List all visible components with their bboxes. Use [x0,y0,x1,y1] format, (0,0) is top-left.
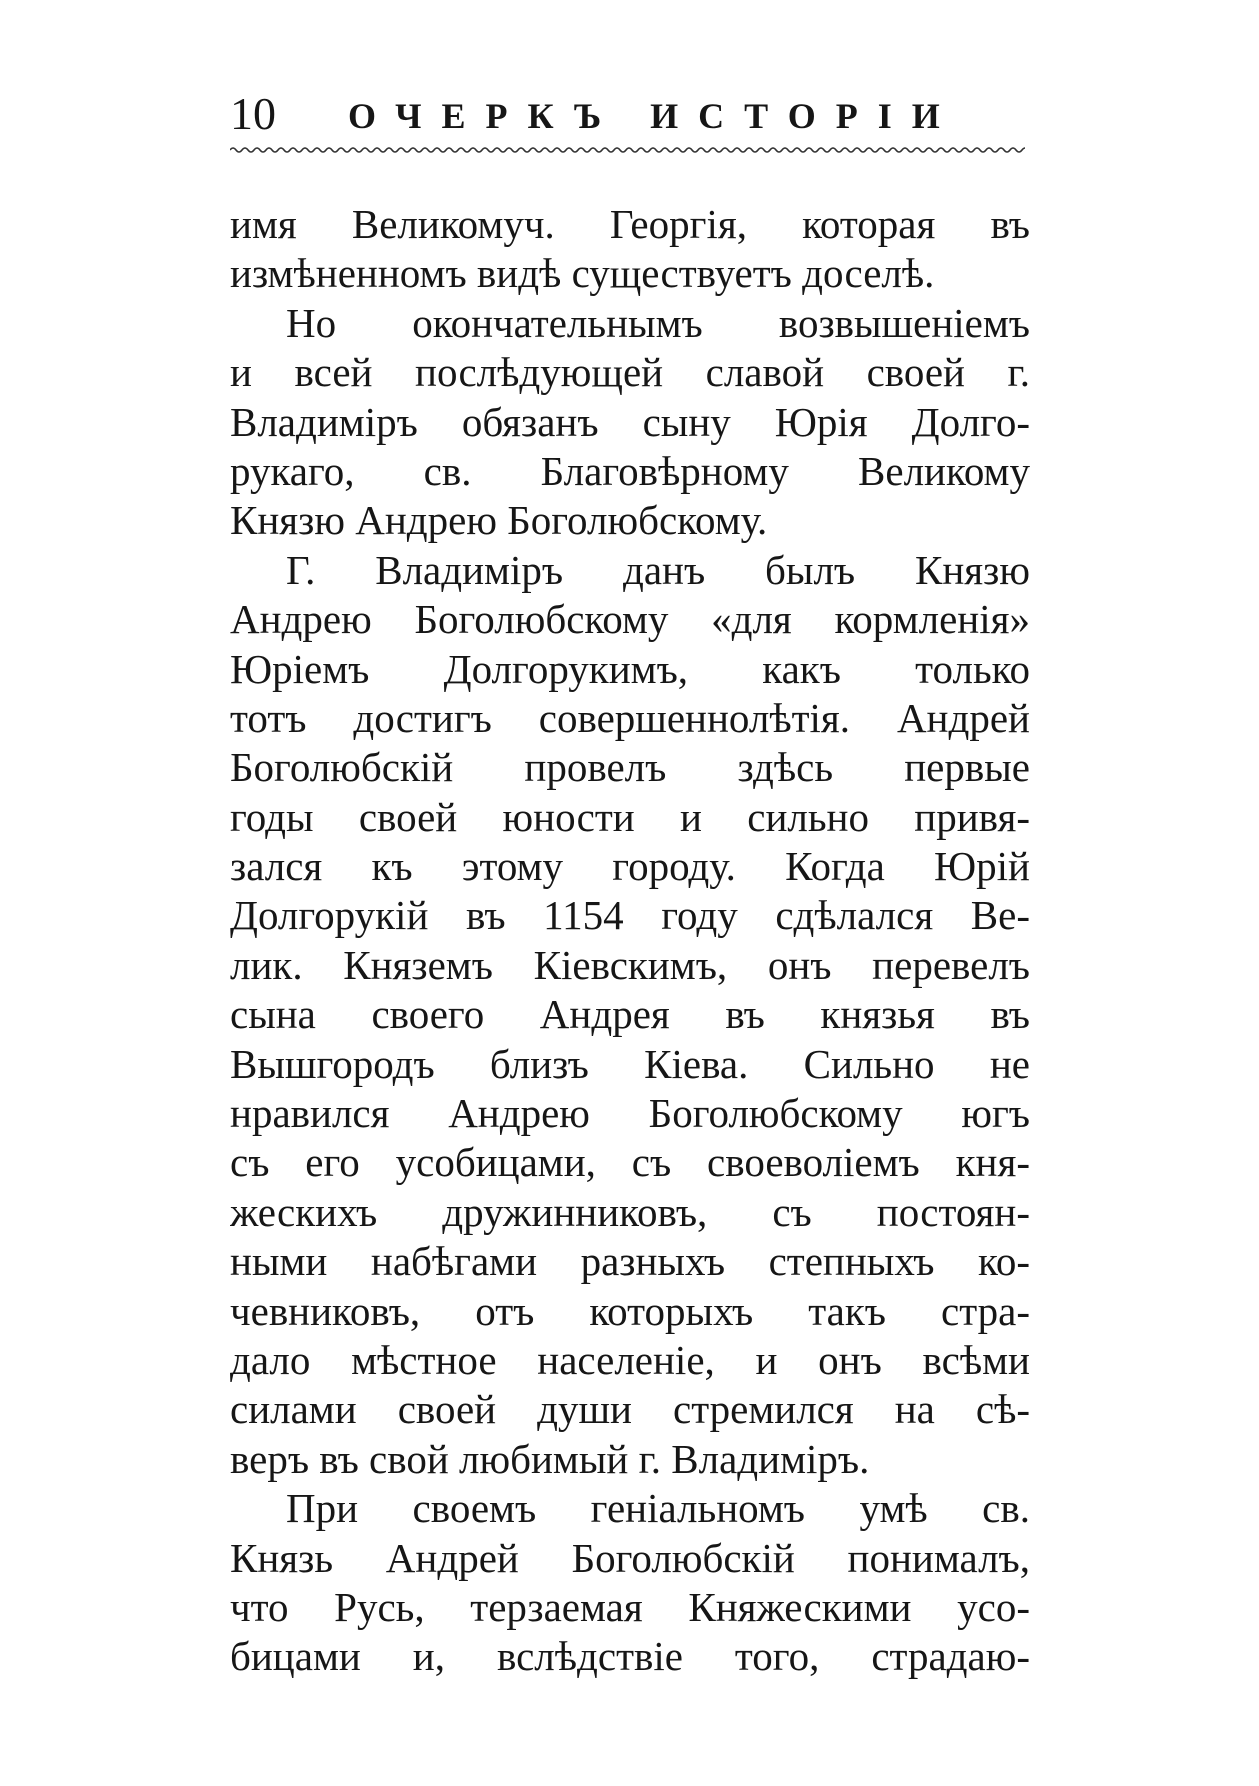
text-line: чевниковъ, отъ которыхъ такъ стра- [230,1287,1030,1334]
text-line: При своемъ геніальномъ умѣ св. [286,1485,1030,1532]
text-line: лик. Княземъ Кіевскимъ, онъ перевелъ [230,941,1030,988]
text-line: Боголюбскій провелъ здѣсь первые [230,744,1030,791]
text-line: Князь Андрей Боголюбскій понималъ, [230,1534,1030,1581]
text-line: съ его усобицами, съ своеволіемъ кня- [230,1139,1030,1186]
text-line: сына своего Андрея въ князья въ [230,991,1030,1038]
running-title: ОЧЕРКЪ ИСТОРІИ [348,96,960,136]
text-line: Андрею Боголюбскому «для кормленія» [230,596,1030,643]
text-line: Юріемъ Долгорукимъ, какъ только [230,645,1030,692]
text-line: Вышгородъ близъ Кіева. Сильно не [230,1040,1030,1087]
text-line: что Русь, терзаемая Княжескими усо- [230,1583,1030,1630]
text-line: веръ въ свой любимый г. Владиміръ. [230,1435,870,1482]
text-line: рукаго, св. Благовѣрному Великому [230,447,1030,494]
page-number: 10 [230,88,276,139]
header-ornament-rule [230,142,1025,158]
text-line: Долгорукій въ 1154 году сдѣлался Ве- [230,892,1030,939]
text-line: Князю Андрею Боголюбскому. [230,497,768,544]
text-line: жескихъ дружинниковъ, съ постоян- [230,1188,1030,1235]
text-line: бицами и, вслѣдствіе того, страдаю- [230,1633,1030,1680]
text-line: силами своей души стремился на сѣ- [230,1386,1030,1433]
text-line: Но окончательнымъ возвышеніемъ [286,299,1030,346]
text-line: дало мѣстное населеніе, и онъ всѣми [230,1336,1030,1383]
text-line: ными набѣгами разныхъ степныхъ ко- [230,1238,1030,1285]
running-head [230,84,1030,144]
text-line: зался къ этому городу. Когда Юрій [230,843,1030,890]
text-line: Владиміръ обязанъ сыну Юрія Долго- [230,398,1030,445]
text-line: имя Великомуч. Георгія, которая въ [230,201,1030,247]
text-line: нравился Андрею Боголюбскому югъ [230,1090,1030,1137]
text-line: Г. Владиміръ данъ былъ Князю [286,546,1030,593]
text-line: тотъ достигъ совершеннолѣтія. Андрей [230,694,1030,741]
body-text [230,200,1030,1682]
text-line: годы своей юности и сильно привя- [230,793,1030,840]
text-line: и всей послѣдующей славой своей г. [230,349,1030,396]
text-line: измѣненномъ видѣ существуетъ доселѣ. [230,250,935,297]
